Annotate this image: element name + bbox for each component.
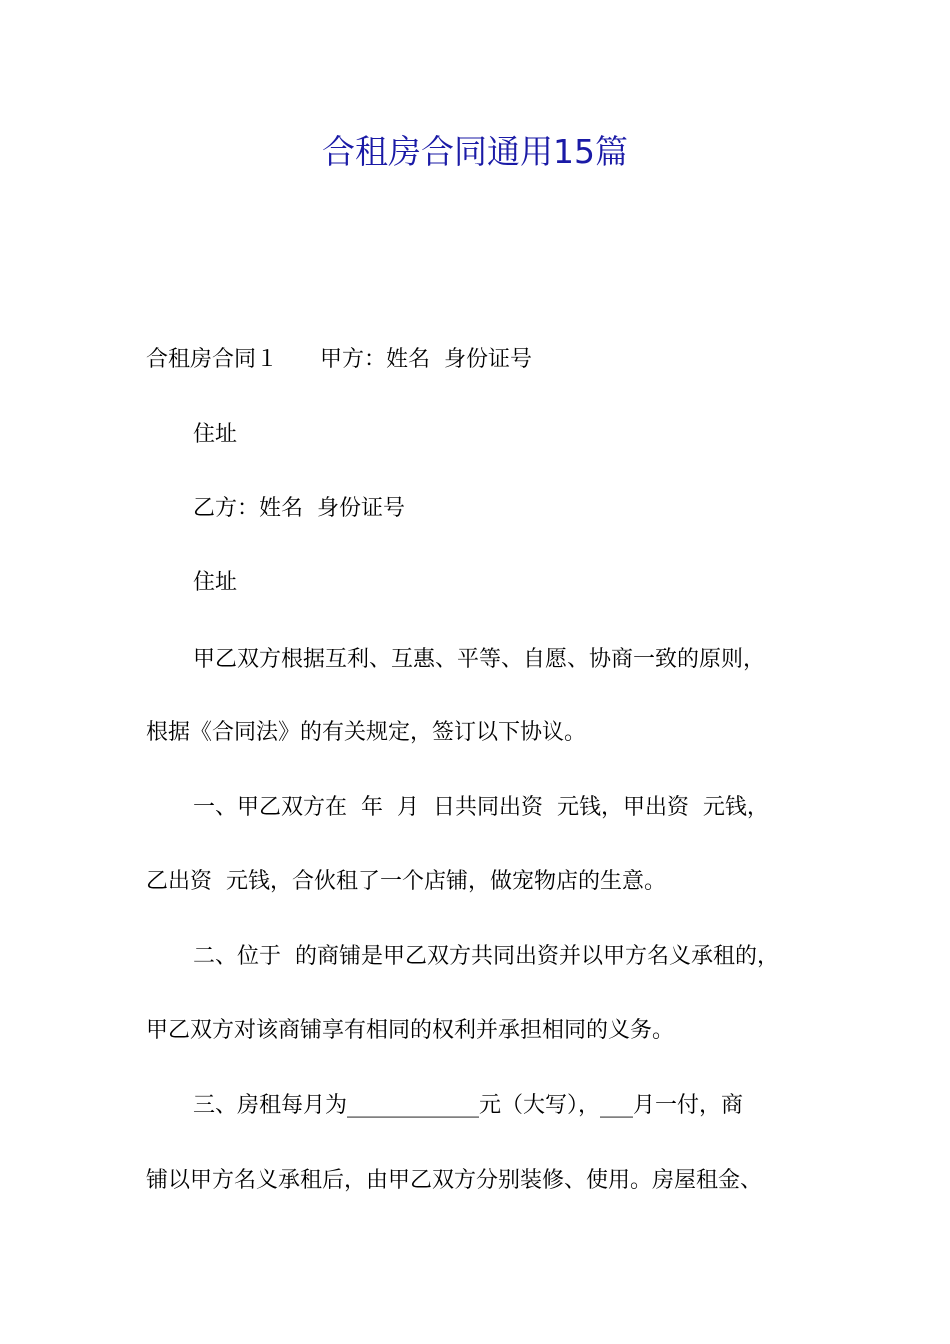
party-b-line: 乙方：姓名 身份证号 — [193, 496, 405, 521]
document-title: 合租房合同通用15篇 — [322, 132, 628, 171]
paragraph-line: 三、房租每月为____________元（大写），___月一付，商 — [193, 1093, 744, 1118]
paragraph-line: 二、位于 的商铺是甲乙双方共同出资并以甲方名义承租的， — [193, 944, 779, 969]
party-a-address-line: 住址 — [193, 422, 238, 447]
contract-heading-line: 合租房合同１ 甲方：姓名 身份证号 — [146, 347, 532, 372]
paragraph-line: 根据《合同法》的有关规定，签订以下协议。 — [146, 720, 587, 745]
paragraph-line: 一、甲乙双方在 年 月 日共同出资 元钱，甲出资 元钱， — [193, 795, 769, 820]
paragraph-line: 乙出资 元钱，合伙租了一个店铺，做宠物店的生意。 — [146, 869, 666, 894]
party-b-address-line: 住址 — [193, 570, 238, 595]
paragraph-line: 铺以甲方名义承租后，由甲乙双方分别装修、使用。房屋租金、 — [146, 1168, 763, 1193]
paragraph-line: 甲乙双方根据互利、互惠、平等、自愿、协商一致的原则， — [193, 647, 766, 672]
paragraph-line: 甲乙双方对该商铺享有相同的权利并承担相同的义务。 — [146, 1018, 675, 1043]
